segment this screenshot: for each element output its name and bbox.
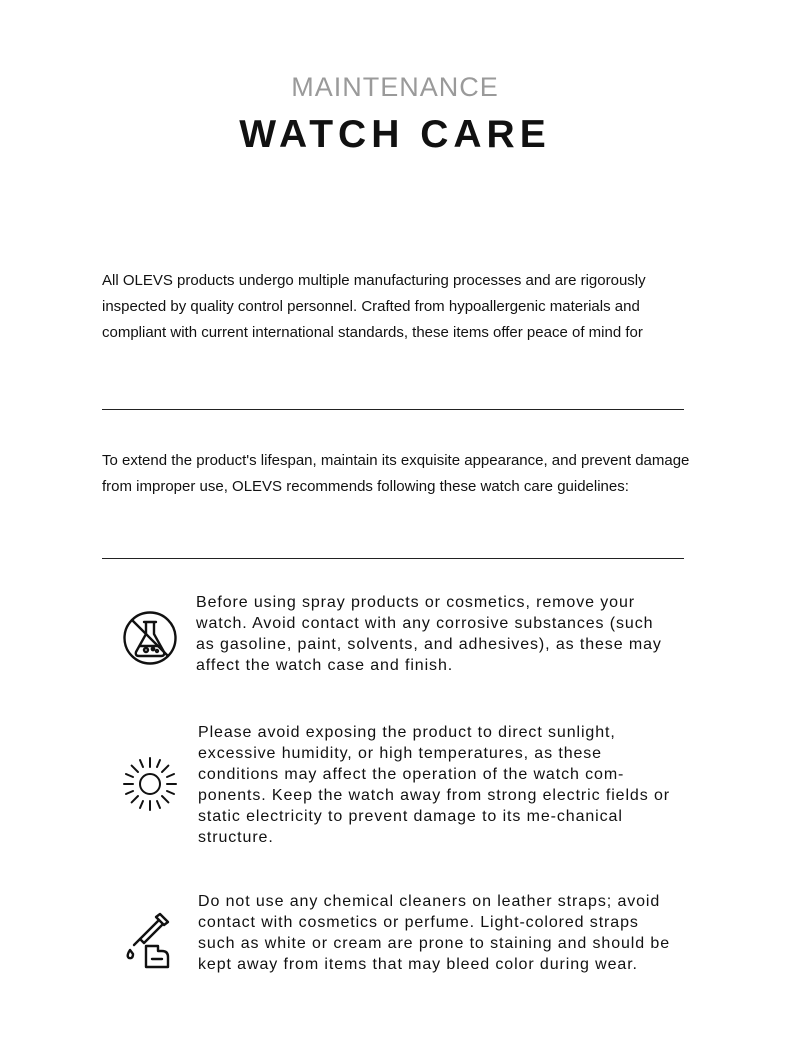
page-title: WATCH CARE (239, 113, 551, 156)
care-item-text: Please avoid exposing the product to direct sunlight, excessive humidity, or high temperatures, as these conditions may affect the operation of the watch com-ponents. Keep the watch away from strong electric fields or static electricity to prevent damage to its me-chanical structure. (198, 724, 670, 846)
care-item-text: Before using spray products or cosmetics, remove your watch. Avoid contact with any corrosive substances (such as gasoline, paint, solvents, and adhesives), as these may affect the watch case and finish. (196, 594, 662, 674)
divider (102, 558, 684, 559)
dropper-bottle-icon (124, 910, 174, 970)
page-subtitle: MAINTENANCE (291, 72, 499, 102)
care-item-text: Do not use any chemical cleaners on leather straps; avoid contact with cosmetics or perfume. Light-colored straps such as white or cream are prone to staining and should be kept away from items that may bleed color during wear. (198, 893, 671, 973)
intro-paragraph: All OLEVS products undergo multiple manufacturing processes and are rigorously inspected by quality control personnel. Crafted from hypoallergenic materials and compliant with current international standards, these items offer peace of mind for (102, 272, 646, 341)
sun-icon (122, 756, 178, 812)
divider (102, 409, 684, 410)
no-chemicals-icon (122, 610, 178, 666)
guidelines-intro-paragraph: To extend the product's lifespan, maintain its exquisite appearance, and prevent damage from improper use, OLEVS recommends following these watch care guidelines: (102, 452, 690, 495)
